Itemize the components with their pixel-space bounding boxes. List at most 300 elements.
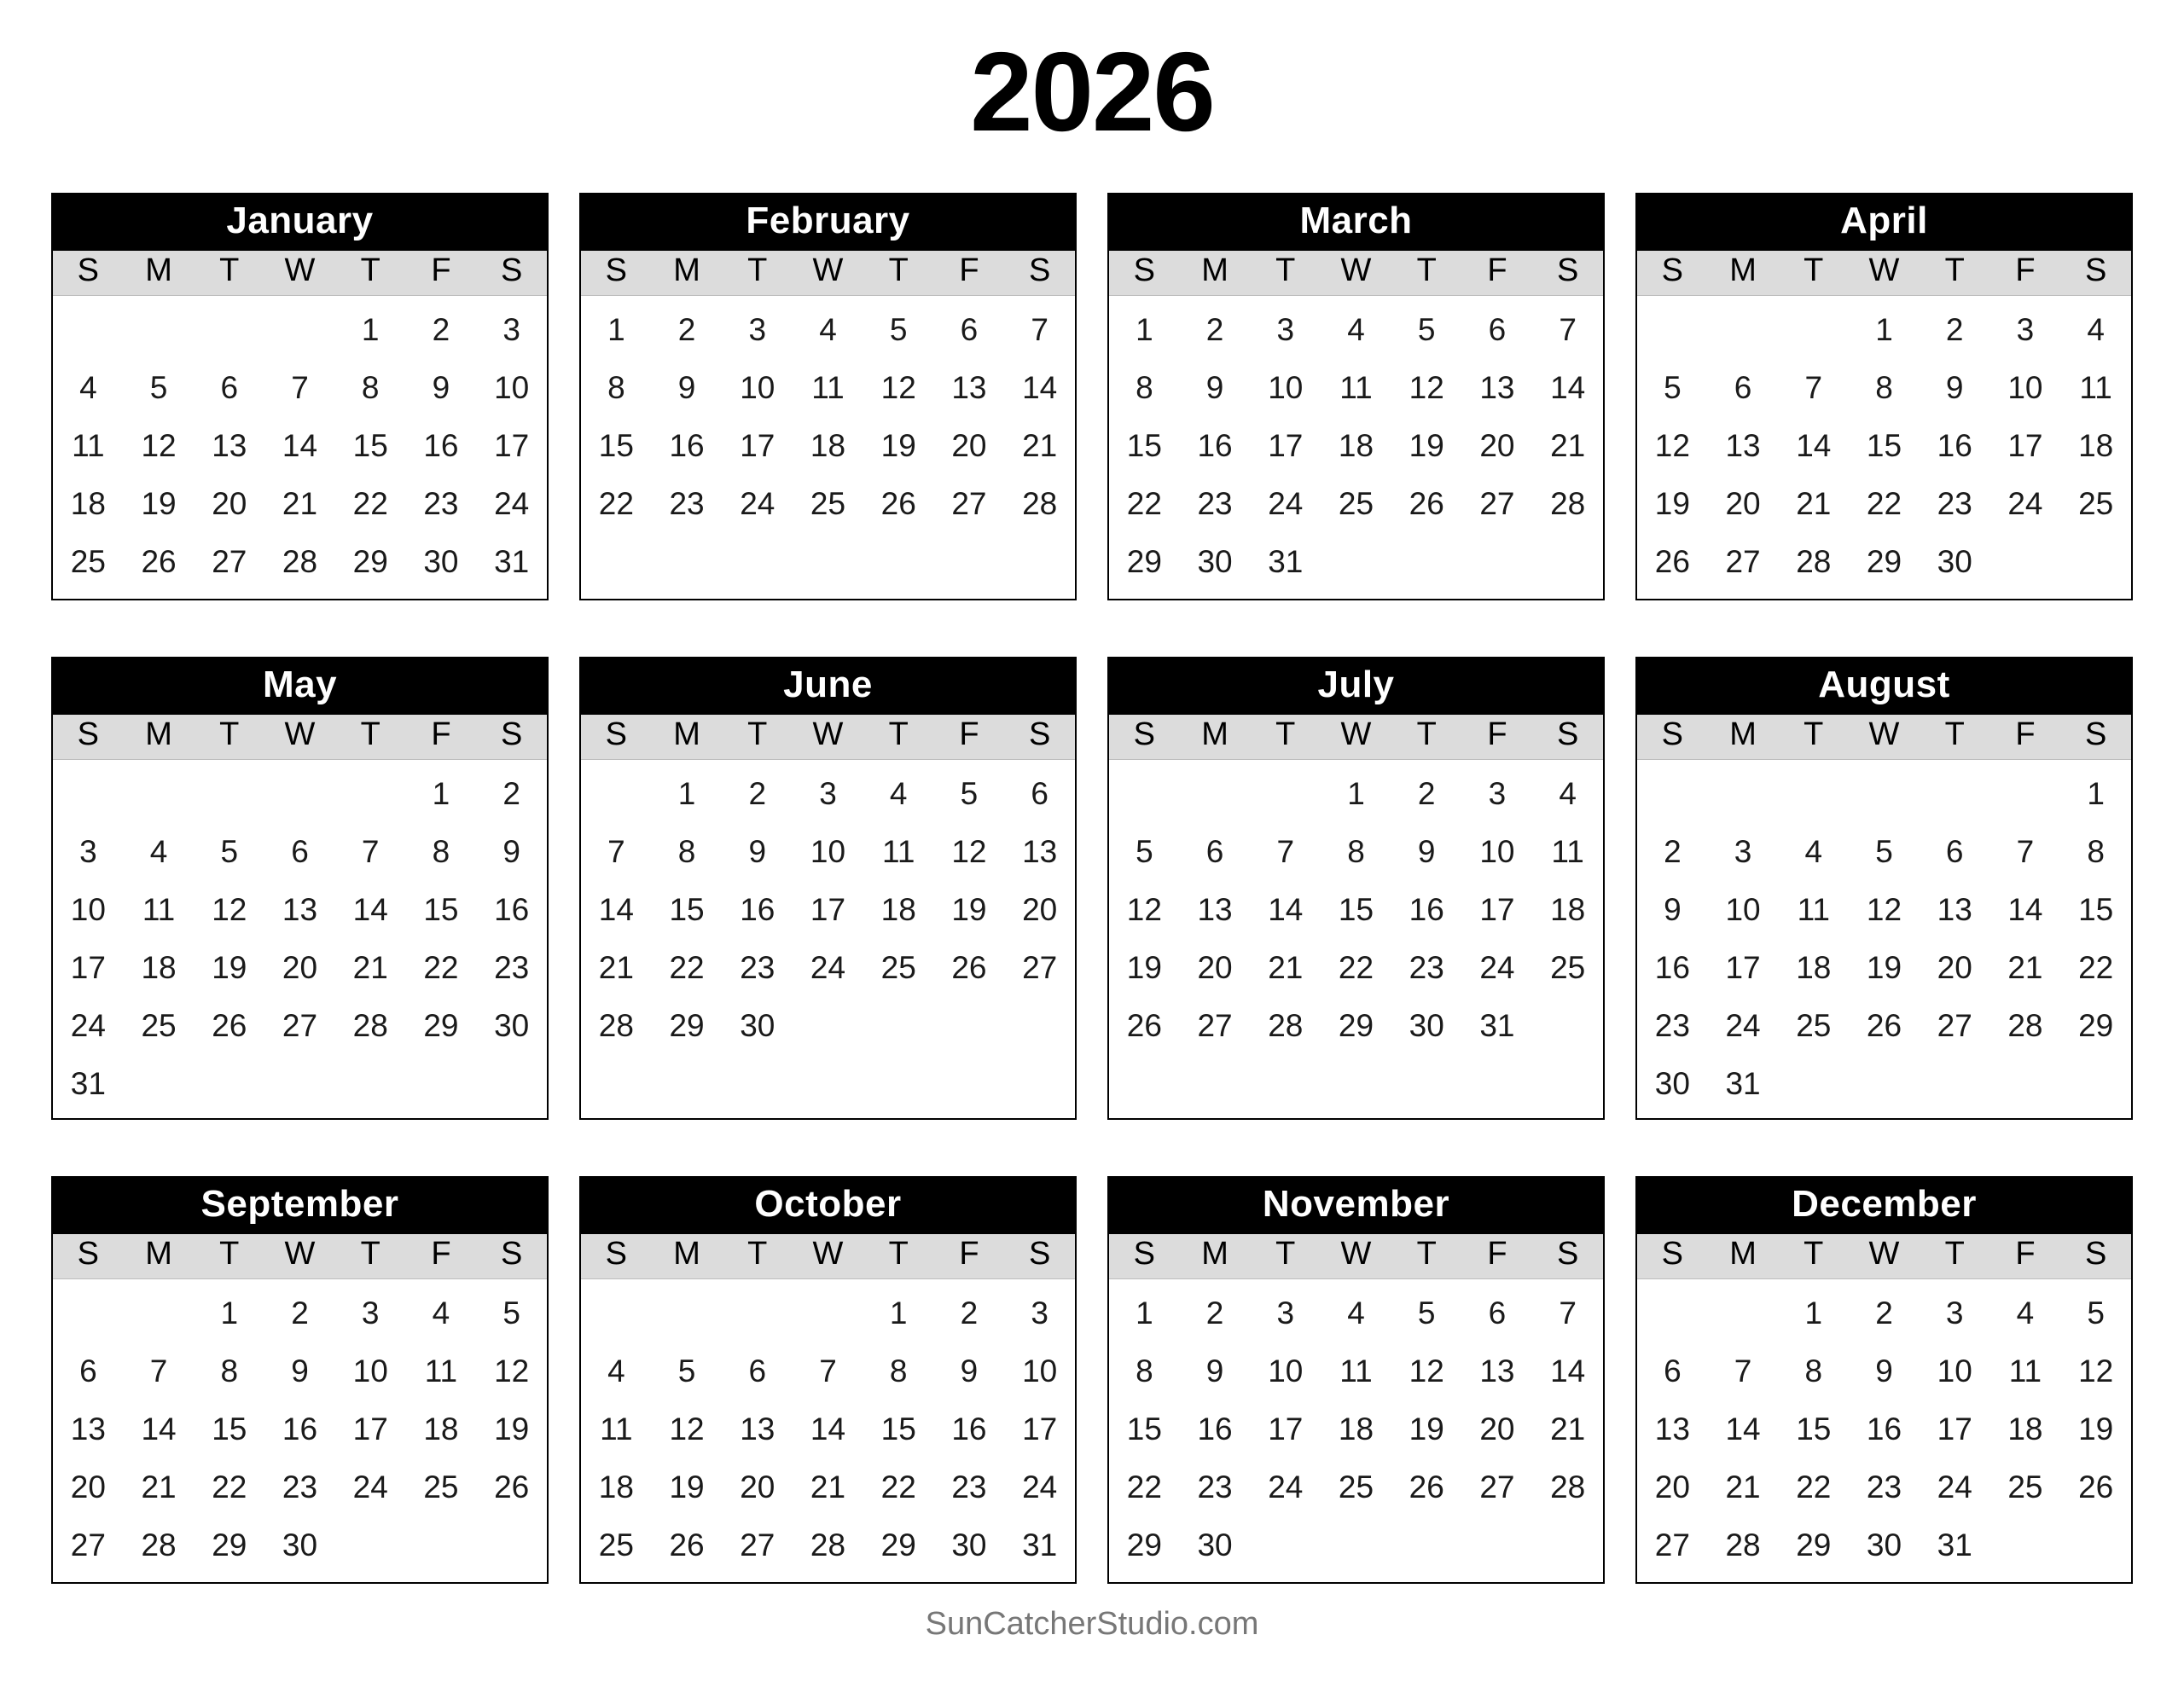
day-cell[interactable]: 13 <box>1937 892 1972 928</box>
day-cell[interactable]: 20 <box>740 1470 775 1505</box>
day-cell[interactable]: 11 <box>1339 370 1373 406</box>
day-cell[interactable]: 22 <box>212 1470 247 1505</box>
day-cell[interactable]: 22 <box>1126 1470 1162 1505</box>
day-cell[interactable]: 21 <box>2007 950 2043 986</box>
day-cell[interactable]: 30 <box>951 1528 987 1563</box>
day-cell[interactable]: 17 <box>1725 950 1761 986</box>
day-cell[interactable]: 8 <box>1136 370 1153 406</box>
day-cell[interactable]: 4 <box>2087 312 2105 348</box>
day-cell[interactable]: 24 <box>1268 1470 1304 1505</box>
day-cell[interactable]: 21 <box>1796 486 1832 522</box>
day-cell[interactable]: 11 <box>1339 1354 1373 1389</box>
day-cell[interactable]: 4 <box>607 1354 625 1389</box>
day-cell[interactable]: 2 <box>432 312 450 348</box>
day-cell[interactable]: 6 <box>1664 1354 1682 1389</box>
day-cell[interactable]: 8 <box>677 834 696 870</box>
day-cell[interactable]: 13 <box>70 1412 106 1447</box>
day-cell[interactable]: 30 <box>740 1008 775 1044</box>
day-cell[interactable]: 14 <box>141 1412 177 1447</box>
day-cell[interactable]: 27 <box>1937 1008 1972 1044</box>
day-cell[interactable]: 11 <box>424 1354 458 1389</box>
day-cell[interactable]: 17 <box>1937 1412 1972 1447</box>
day-cell[interactable]: 28 <box>352 1008 388 1044</box>
day-cell[interactable]: 15 <box>1796 1412 1832 1447</box>
day-cell[interactable]: 27 <box>282 1008 318 1044</box>
day-cell[interactable]: 10 <box>810 834 846 870</box>
day-cell[interactable]: 3 <box>1734 834 1752 870</box>
day-cell[interactable]: 19 <box>1409 1412 1444 1447</box>
day-cell[interactable]: 2 <box>502 776 520 812</box>
day-cell[interactable]: 3 <box>361 1296 380 1331</box>
day-cell[interactable]: 4 <box>1347 1296 1365 1331</box>
day-cell[interactable]: 15 <box>598 428 634 464</box>
day-cell[interactable]: 23 <box>1197 1470 1233 1505</box>
day-cell[interactable]: 6 <box>1031 776 1048 812</box>
day-cell[interactable]: 1 <box>220 1296 239 1331</box>
day-cell[interactable]: 21 <box>1725 1470 1761 1505</box>
day-cell[interactable]: 22 <box>1796 1470 1832 1505</box>
day-cell[interactable]: 10 <box>1725 892 1761 928</box>
day-cell[interactable]: 22 <box>880 1470 916 1505</box>
day-cell[interactable]: 7 <box>1559 1296 1577 1331</box>
day-cell[interactable]: 12 <box>1126 892 1162 928</box>
day-cell[interactable]: 20 <box>1937 950 1972 986</box>
day-cell[interactable]: 14 <box>810 1412 846 1447</box>
day-cell[interactable]: 26 <box>212 1008 247 1044</box>
day-cell[interactable]: 25 <box>70 544 106 580</box>
day-cell[interactable]: 22 <box>2078 950 2114 986</box>
day-cell[interactable]: 6 <box>1734 370 1752 406</box>
day-cell[interactable]: 3 <box>1488 776 1507 812</box>
day-cell[interactable]: 10 <box>494 370 530 406</box>
day-cell[interactable]: 11 <box>881 834 915 870</box>
day-cell[interactable]: 7 <box>819 1354 837 1389</box>
day-cell[interactable]: 16 <box>1197 1412 1233 1447</box>
day-cell[interactable]: 25 <box>1796 1008 1832 1044</box>
day-cell[interactable]: 12 <box>212 892 247 928</box>
day-cell[interactable]: 5 <box>1136 834 1153 870</box>
day-cell[interactable]: 12 <box>669 1412 705 1447</box>
day-cell[interactable]: 26 <box>1409 1470 1444 1505</box>
day-cell[interactable]: 29 <box>423 1008 459 1044</box>
day-cell[interactable]: 4 <box>79 370 97 406</box>
day-cell[interactable]: 8 <box>889 1354 908 1389</box>
day-cell[interactable]: 8 <box>220 1354 239 1389</box>
day-cell[interactable]: 6 <box>748 1354 767 1389</box>
day-cell[interactable]: 12 <box>1654 428 1690 464</box>
day-cell[interactable]: 22 <box>1338 950 1374 986</box>
day-cell[interactable]: 16 <box>494 892 530 928</box>
day-cell[interactable]: 13 <box>282 892 318 928</box>
day-cell[interactable]: 13 <box>1725 428 1761 464</box>
day-cell[interactable]: 25 <box>423 1470 459 1505</box>
day-cell[interactable]: 4 <box>819 312 837 348</box>
day-cell[interactable]: 4 <box>1804 834 1823 870</box>
day-cell[interactable]: 29 <box>212 1528 247 1563</box>
day-cell[interactable]: 4 <box>1559 776 1577 812</box>
day-cell[interactable]: 15 <box>880 1412 916 1447</box>
day-cell[interactable]: 4 <box>432 1296 450 1331</box>
day-cell[interactable]: 31 <box>1479 1008 1515 1044</box>
day-cell[interactable]: 11 <box>72 428 105 464</box>
day-cell[interactable]: 14 <box>1796 428 1832 464</box>
day-cell[interactable]: 8 <box>607 370 625 406</box>
day-cell[interactable]: 19 <box>2078 1412 2114 1447</box>
day-cell[interactable]: 20 <box>1479 1412 1515 1447</box>
day-cell[interactable]: 25 <box>1338 1470 1374 1505</box>
day-cell[interactable]: 15 <box>1338 892 1374 928</box>
day-cell[interactable]: 10 <box>1022 1354 1058 1389</box>
day-cell[interactable]: 21 <box>352 950 388 986</box>
day-cell[interactable]: 24 <box>70 1008 106 1044</box>
day-cell[interactable]: 28 <box>1022 486 1058 522</box>
day-cell[interactable]: 1 <box>361 312 380 348</box>
day-cell[interactable]: 7 <box>1031 312 1048 348</box>
day-cell[interactable]: 20 <box>951 428 987 464</box>
day-cell[interactable]: 19 <box>951 892 987 928</box>
day-cell[interactable]: 3 <box>502 312 520 348</box>
day-cell[interactable]: 1 <box>1136 312 1153 348</box>
day-cell[interactable]: 28 <box>598 1008 634 1044</box>
day-cell[interactable]: 25 <box>1550 950 1586 986</box>
day-cell[interactable]: 5 <box>1875 834 1893 870</box>
day-cell[interactable]: 1 <box>1347 776 1365 812</box>
day-cell[interactable]: 21 <box>1550 428 1586 464</box>
day-cell[interactable]: 27 <box>1725 544 1761 580</box>
day-cell[interactable]: 31 <box>494 544 530 580</box>
day-cell[interactable]: 21 <box>141 1470 177 1505</box>
day-cell[interactable]: 13 <box>1479 370 1515 406</box>
day-cell[interactable]: 2 <box>1945 312 1964 348</box>
day-cell[interactable]: 27 <box>740 1528 775 1563</box>
day-cell[interactable]: 27 <box>1197 1008 1233 1044</box>
day-cell[interactable]: 21 <box>1022 428 1058 464</box>
day-cell[interactable]: 19 <box>1126 950 1162 986</box>
day-cell[interactable]: 24 <box>1725 1008 1761 1044</box>
day-cell[interactable]: 11 <box>600 1412 633 1447</box>
day-cell[interactable]: 25 <box>598 1528 634 1563</box>
day-cell[interactable]: 29 <box>880 1528 916 1563</box>
day-cell[interactable]: 20 <box>1479 428 1515 464</box>
day-cell[interactable]: 22 <box>423 950 459 986</box>
day-cell[interactable]: 11 <box>2079 370 2112 406</box>
day-cell[interactable]: 8 <box>1136 1354 1153 1389</box>
day-cell[interactable]: 17 <box>1268 1412 1304 1447</box>
day-cell[interactable]: 16 <box>423 428 459 464</box>
day-cell[interactable]: 6 <box>1488 312 1507 348</box>
day-cell[interactable]: 28 <box>2007 1008 2043 1044</box>
day-cell[interactable]: 31 <box>1725 1066 1761 1102</box>
day-cell[interactable]: 9 <box>1205 370 1224 406</box>
day-cell[interactable]: 12 <box>951 834 987 870</box>
day-cell[interactable]: 7 <box>291 370 309 406</box>
day-cell[interactable]: 15 <box>423 892 459 928</box>
day-cell[interactable]: 23 <box>494 950 530 986</box>
day-cell[interactable]: 18 <box>880 892 916 928</box>
day-cell[interactable]: 8 <box>1347 834 1365 870</box>
day-cell[interactable]: 18 <box>1338 1412 1374 1447</box>
day-cell[interactable]: 20 <box>1197 950 1233 986</box>
day-cell[interactable]: 27 <box>1654 1528 1690 1563</box>
day-cell[interactable]: 5 <box>677 1354 696 1389</box>
day-cell[interactable]: 18 <box>810 428 846 464</box>
day-cell[interactable]: 19 <box>880 428 916 464</box>
day-cell[interactable]: 14 <box>2007 892 2043 928</box>
day-cell[interactable]: 17 <box>2007 428 2043 464</box>
day-cell[interactable]: 4 <box>1347 312 1365 348</box>
day-cell[interactable]: 17 <box>810 892 846 928</box>
day-cell[interactable]: 15 <box>352 428 388 464</box>
day-cell[interactable]: 23 <box>282 1470 318 1505</box>
day-cell[interactable]: 30 <box>1409 1008 1444 1044</box>
day-cell[interactable]: 20 <box>70 1470 106 1505</box>
day-cell[interactable]: 5 <box>149 370 168 406</box>
day-cell[interactable]: 21 <box>1268 950 1304 986</box>
day-cell[interactable]: 22 <box>598 486 634 522</box>
day-cell[interactable]: 19 <box>212 950 247 986</box>
day-cell[interactable]: 22 <box>1866 486 1902 522</box>
day-cell[interactable]: 26 <box>880 486 916 522</box>
day-cell[interactable]: 22 <box>352 486 388 522</box>
day-cell[interactable]: 1 <box>1875 312 1893 348</box>
day-cell[interactable]: 15 <box>2078 892 2114 928</box>
day-cell[interactable]: 7 <box>1276 834 1295 870</box>
day-cell[interactable]: 19 <box>1409 428 1444 464</box>
day-cell[interactable]: 7 <box>2016 834 2035 870</box>
day-cell[interactable]: 24 <box>1479 950 1515 986</box>
day-cell[interactable]: 26 <box>2078 1470 2114 1505</box>
day-cell[interactable]: 22 <box>669 950 705 986</box>
day-cell[interactable]: 2 <box>1875 1296 1893 1331</box>
day-cell[interactable]: 16 <box>1654 950 1690 986</box>
day-cell[interactable]: 5 <box>1417 312 1436 348</box>
day-cell[interactable]: 30 <box>1866 1528 1902 1563</box>
day-cell[interactable]: 2 <box>291 1296 309 1331</box>
day-cell[interactable]: 24 <box>494 486 530 522</box>
day-cell[interactable]: 1 <box>432 776 450 812</box>
day-cell[interactable]: 27 <box>70 1528 106 1563</box>
day-cell[interactable]: 9 <box>960 1354 979 1389</box>
day-cell[interactable]: 5 <box>960 776 979 812</box>
day-cell[interactable]: 18 <box>141 950 177 986</box>
day-cell[interactable]: 4 <box>889 776 908 812</box>
day-cell[interactable]: 30 <box>1197 544 1233 580</box>
day-cell[interactable]: 16 <box>1866 1412 1902 1447</box>
day-cell[interactable]: 23 <box>423 486 459 522</box>
day-cell[interactable]: 18 <box>2007 1412 2043 1447</box>
day-cell[interactable]: 9 <box>1205 1354 1224 1389</box>
day-cell[interactable]: 14 <box>1550 370 1586 406</box>
day-cell[interactable]: 3 <box>748 312 767 348</box>
day-cell[interactable]: 23 <box>1937 486 1972 522</box>
day-cell[interactable]: 29 <box>669 1008 705 1044</box>
day-cell[interactable]: 30 <box>423 544 459 580</box>
day-cell[interactable]: 14 <box>1550 1354 1586 1389</box>
day-cell[interactable]: 15 <box>1866 428 1902 464</box>
day-cell[interactable]: 13 <box>1022 834 1058 870</box>
day-cell[interactable]: 21 <box>810 1470 846 1505</box>
day-cell[interactable]: 19 <box>1654 486 1690 522</box>
day-cell[interactable]: 23 <box>1197 486 1233 522</box>
day-cell[interactable]: 5 <box>502 1296 520 1331</box>
day-cell[interactable]: 14 <box>1725 1412 1761 1447</box>
day-cell[interactable]: 26 <box>951 950 987 986</box>
day-cell[interactable]: 5 <box>2087 1296 2105 1331</box>
day-cell[interactable]: 9 <box>1664 892 1682 928</box>
day-cell[interactable]: 20 <box>282 950 318 986</box>
day-cell[interactable]: 25 <box>810 486 846 522</box>
day-cell[interactable]: 27 <box>951 486 987 522</box>
day-cell[interactable]: 18 <box>70 486 106 522</box>
day-cell[interactable]: 14 <box>1268 892 1304 928</box>
day-cell[interactable]: 23 <box>669 486 705 522</box>
day-cell[interactable]: 10 <box>352 1354 388 1389</box>
day-cell[interactable]: 11 <box>1797 892 1830 928</box>
day-cell[interactable]: 28 <box>1796 544 1832 580</box>
day-cell[interactable]: 1 <box>2087 776 2105 812</box>
day-cell[interactable]: 17 <box>1268 428 1304 464</box>
day-cell[interactable]: 7 <box>1734 1354 1752 1389</box>
day-cell[interactable]: 11 <box>811 370 845 406</box>
day-cell[interactable]: 19 <box>141 486 177 522</box>
day-cell[interactable]: 9 <box>748 834 767 870</box>
day-cell[interactable]: 8 <box>361 370 380 406</box>
day-cell[interactable]: 4 <box>149 834 168 870</box>
day-cell[interactable]: 20 <box>1654 1470 1690 1505</box>
day-cell[interactable]: 30 <box>1654 1066 1690 1102</box>
day-cell[interactable]: 18 <box>423 1412 459 1447</box>
day-cell[interactable]: 28 <box>141 1528 177 1563</box>
day-cell[interactable]: 11 <box>142 892 176 928</box>
day-cell[interactable]: 14 <box>1022 370 1058 406</box>
day-cell[interactable]: 19 <box>1866 950 1902 986</box>
day-cell[interactable]: 27 <box>212 544 247 580</box>
day-cell[interactable]: 12 <box>494 1354 530 1389</box>
day-cell[interactable]: 3 <box>819 776 837 812</box>
day-cell[interactable]: 29 <box>1866 544 1902 580</box>
day-cell[interactable]: 31 <box>1268 544 1304 580</box>
day-cell[interactable]: 22 <box>1126 486 1162 522</box>
day-cell[interactable]: 26 <box>1654 544 1690 580</box>
day-cell[interactable]: 23 <box>1866 1470 1902 1505</box>
day-cell[interactable]: 1 <box>607 312 625 348</box>
day-cell[interactable]: 13 <box>212 428 247 464</box>
day-cell[interactable]: 1 <box>677 776 696 812</box>
day-cell[interactable]: 10 <box>1268 370 1304 406</box>
day-cell[interactable]: 26 <box>669 1528 705 1563</box>
day-cell[interactable]: 2 <box>1205 312 1224 348</box>
day-cell[interactable]: 18 <box>1550 892 1586 928</box>
day-cell[interactable]: 24 <box>2007 486 2043 522</box>
day-cell[interactable]: 30 <box>1197 1528 1233 1563</box>
day-cell[interactable]: 30 <box>282 1528 318 1563</box>
day-cell[interactable]: 29 <box>2078 1008 2114 1044</box>
day-cell[interactable]: 2 <box>677 312 696 348</box>
day-cell[interactable]: 28 <box>1725 1528 1761 1563</box>
day-cell[interactable]: 2 <box>1205 1296 1224 1331</box>
day-cell[interactable]: 6 <box>291 834 309 870</box>
day-cell[interactable]: 15 <box>669 892 705 928</box>
day-cell[interactable]: 17 <box>1479 892 1515 928</box>
day-cell[interactable]: 8 <box>1875 370 1893 406</box>
day-cell[interactable]: 12 <box>2078 1354 2114 1389</box>
day-cell[interactable]: 17 <box>494 428 530 464</box>
day-cell[interactable]: 24 <box>1937 1470 1972 1505</box>
day-cell[interactable]: 12 <box>880 370 916 406</box>
day-cell[interactable]: 13 <box>740 1412 775 1447</box>
day-cell[interactable]: 20 <box>1725 486 1761 522</box>
day-cell[interactable]: 23 <box>1654 1008 1690 1044</box>
day-cell[interactable]: 16 <box>282 1412 318 1447</box>
day-cell[interactable]: 10 <box>1268 1354 1304 1389</box>
day-cell[interactable]: 25 <box>141 1008 177 1044</box>
day-cell[interactable]: 15 <box>1126 428 1162 464</box>
day-cell[interactable]: 9 <box>1417 834 1436 870</box>
day-cell[interactable]: 29 <box>1126 544 1162 580</box>
day-cell[interactable]: 5 <box>220 834 239 870</box>
day-cell[interactable]: 24 <box>1268 486 1304 522</box>
day-cell[interactable]: 7 <box>607 834 625 870</box>
day-cell[interactable]: 29 <box>1126 1528 1162 1563</box>
day-cell[interactable]: 1 <box>1804 1296 1823 1331</box>
day-cell[interactable]: 15 <box>1126 1412 1162 1447</box>
day-cell[interactable]: 27 <box>1479 1470 1515 1505</box>
day-cell[interactable]: 26 <box>1866 1008 1902 1044</box>
day-cell[interactable]: 28 <box>1550 486 1586 522</box>
day-cell[interactable]: 9 <box>502 834 520 870</box>
day-cell[interactable]: 3 <box>1276 312 1295 348</box>
day-cell[interactable]: 15 <box>212 1412 247 1447</box>
day-cell[interactable]: 10 <box>740 370 775 406</box>
day-cell[interactable]: 28 <box>282 544 318 580</box>
day-cell[interactable]: 26 <box>1126 1008 1162 1044</box>
day-cell[interactable]: 2 <box>1417 776 1436 812</box>
day-cell[interactable]: 14 <box>598 892 634 928</box>
day-cell[interactable]: 16 <box>1409 892 1444 928</box>
day-cell[interactable]: 12 <box>141 428 177 464</box>
day-cell[interactable]: 13 <box>951 370 987 406</box>
day-cell[interactable]: 20 <box>212 486 247 522</box>
day-cell[interactable]: 24 <box>352 1470 388 1505</box>
day-cell[interactable]: 19 <box>494 1412 530 1447</box>
day-cell[interactable]: 12 <box>1866 892 1902 928</box>
day-cell[interactable]: 2 <box>1664 834 1682 870</box>
day-cell[interactable]: 21 <box>1550 1412 1586 1447</box>
day-cell[interactable]: 17 <box>1022 1412 1058 1447</box>
day-cell[interactable]: 29 <box>352 544 388 580</box>
day-cell[interactable]: 26 <box>141 544 177 580</box>
day-cell[interactable]: 28 <box>810 1528 846 1563</box>
day-cell[interactable]: 13 <box>1197 892 1233 928</box>
day-cell[interactable]: 8 <box>432 834 450 870</box>
day-cell[interactable]: 7 <box>1804 370 1823 406</box>
day-cell[interactable]: 17 <box>740 428 775 464</box>
day-cell[interactable]: 9 <box>1875 1354 1893 1389</box>
day-cell[interactable]: 7 <box>149 1354 168 1389</box>
day-cell[interactable]: 5 <box>1664 370 1682 406</box>
day-cell[interactable]: 27 <box>1022 950 1058 986</box>
day-cell[interactable]: 25 <box>880 950 916 986</box>
day-cell[interactable]: 17 <box>352 1412 388 1447</box>
day-cell[interactable]: 29 <box>1338 1008 1374 1044</box>
day-cell[interactable]: 3 <box>1276 1296 1295 1331</box>
day-cell[interactable]: 2 <box>748 776 767 812</box>
day-cell[interactable]: 24 <box>740 486 775 522</box>
day-cell[interactable]: 3 <box>2016 312 2035 348</box>
day-cell[interactable]: 11 <box>1551 834 1584 870</box>
day-cell[interactable]: 14 <box>352 892 388 928</box>
day-cell[interactable]: 2 <box>960 1296 979 1331</box>
